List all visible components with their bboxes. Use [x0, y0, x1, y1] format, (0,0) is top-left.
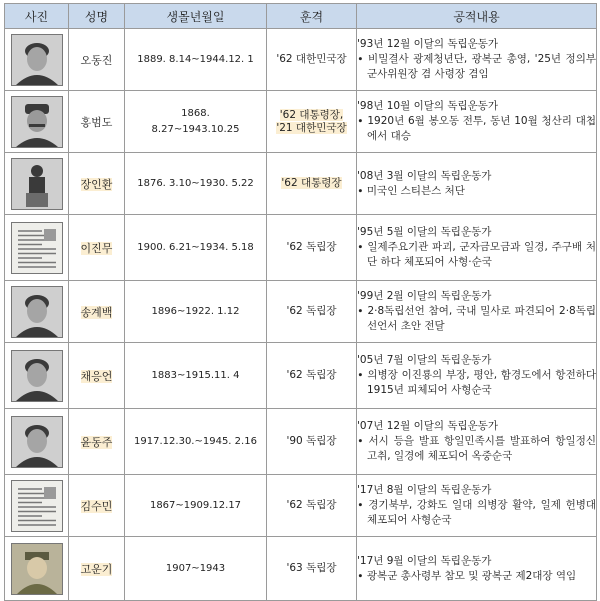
- name-cell: [69, 537, 125, 601]
- activist-name: 홍범도: [80, 115, 113, 129]
- name-cell: [69, 29, 125, 91]
- name-cell: [69, 215, 125, 281]
- photo-cell: [5, 537, 69, 601]
- honor-cell: [267, 215, 357, 281]
- photo-cell: [5, 281, 69, 343]
- honor-cell: [267, 537, 357, 601]
- merit-cell: [357, 215, 597, 281]
- merit-cell: [357, 537, 597, 601]
- merit-title: '08년 3월 이달의 독립운동가: [357, 169, 492, 182]
- merit-title: '17년 9월 이달의 독립운동가: [357, 554, 492, 567]
- honor-text: '62 대통령장: [281, 177, 342, 189]
- name-cell: [69, 91, 125, 153]
- portrait-photo: [11, 158, 63, 210]
- honor-text: '62 대통령장, '21 대한민국장: [276, 108, 347, 134]
- table-header-row: [5, 4, 597, 29]
- honor-text: '63 독립장: [286, 562, 337, 574]
- dates-cell: 1917.12.30.~1945. 2.16: [125, 409, 267, 475]
- merit-cell: [357, 409, 597, 475]
- table-row: [5, 409, 597, 475]
- dates-cell: 1867~1909.12.17: [125, 475, 267, 537]
- dates-cell: 1889. 8.14~1944.12. 1: [125, 29, 267, 91]
- activist-name: 윤동주: [80, 435, 113, 449]
- merit-detail: ∙ 미국인 스티븐스 처단: [357, 184, 465, 197]
- honor-text: '62 독립장: [286, 241, 337, 253]
- table-row: [5, 153, 597, 215]
- honor-cell: [267, 343, 357, 409]
- merit-title: '99년 2월 이달의 독립운동가: [357, 290, 492, 302]
- header-name: 성명: [69, 4, 125, 29]
- merit-detail: ∙ 서시 등을 발표 항일민족시를 발표하여 항일정신 고취, 일경에 체포되어 옥중순국: [357, 435, 596, 462]
- name-cell: [69, 343, 125, 409]
- activist-name: 고운기: [80, 562, 113, 576]
- table-row: [5, 29, 597, 91]
- honor-text: '62 독립장: [286, 499, 337, 511]
- merit-detail: ∙ 의병장 이진룡의 부장, 평안, 함경도에서 항전하다 1915년 피체되어 사형순국: [357, 369, 596, 396]
- honor-text: '62 독립장: [286, 305, 337, 317]
- dates-cell: 1907~1943: [125, 537, 267, 601]
- merit-cell: [357, 91, 597, 153]
- merit-cell: [357, 153, 597, 215]
- table-row: [5, 537, 597, 601]
- dates-cell: 1896~1922. 1.12: [125, 281, 267, 343]
- dates-cell: 1868. 8.27~1943.10.25: [125, 91, 267, 153]
- merit-title: '93년 12월 이달의 독립운동가: [357, 38, 499, 50]
- photo-cell: [5, 409, 69, 475]
- photo-cell: [5, 91, 69, 153]
- portrait-photo: [11, 286, 63, 338]
- document-photo: [11, 480, 63, 532]
- photo-cell: [5, 475, 69, 537]
- dates-cell: 1900. 6.21~1934. 5.18: [125, 215, 267, 281]
- activist-name: 오동진: [80, 53, 113, 67]
- table-row: [5, 475, 597, 537]
- activist-name: 채응언: [80, 369, 113, 383]
- name-cell: [69, 409, 125, 475]
- activist-name: 장인환: [80, 177, 113, 191]
- honor-text: '62 독립장: [286, 369, 337, 381]
- portrait-photo: [11, 543, 63, 595]
- photo-cell: [5, 215, 69, 281]
- honor-cell: [267, 29, 357, 91]
- activist-name: 송계백: [80, 305, 113, 319]
- header-dates: 생몰년월일: [125, 4, 267, 29]
- table-row: [5, 215, 597, 281]
- honor-cell: [267, 91, 357, 153]
- header-merit: 공적내용: [357, 4, 597, 29]
- merit-cell: [357, 343, 597, 409]
- honor-cell: [267, 409, 357, 475]
- photo-cell: [5, 29, 69, 91]
- photo-cell: [5, 153, 69, 215]
- table-row: [5, 91, 597, 153]
- table-row: [5, 343, 597, 409]
- merit-detail: ∙ 경기북부, 강화도 일대 의병장 활약, 일제 헌병대 체포되어 사형순국: [357, 499, 596, 526]
- honor-text: '62 대한민국장: [276, 53, 347, 65]
- merit-detail: ∙ 비밀결사 광제청년단, 광복군 총영, '25년 정의부 군사위원장 겸 사령장 겸임: [357, 53, 596, 80]
- merit-title: '05년 7월 이달의 독립운동가: [357, 354, 492, 366]
- portrait-photo: [11, 350, 63, 402]
- merit-detail: ∙ 광복군 총사령부 참모 및 광복군 제2대장 역임: [357, 569, 577, 582]
- dates-cell: 1883~1915.11. 4: [125, 343, 267, 409]
- activist-name: 이진무: [80, 241, 113, 255]
- merit-title: '95년 5월 이달의 독립운동가: [357, 226, 492, 238]
- merit-detail: ∙ 일제주요기관 파괴, 군자금모금과 일경, 주구배 처단 하다 체포되어 사형·순국: [357, 241, 596, 268]
- activist-name: 김수민: [80, 499, 113, 513]
- honor-text: '90 독립장: [286, 435, 337, 447]
- merit-cell: [357, 29, 597, 91]
- name-cell: [69, 281, 125, 343]
- honor-cell: [267, 281, 357, 343]
- honor-cell: [267, 475, 357, 537]
- merit-cell: [357, 281, 597, 343]
- independence-activists-table: [4, 3, 597, 601]
- dates-cell: 1876. 3.10~1930. 5.22: [125, 153, 267, 215]
- merit-title: '17년 8월 이달의 독립운동가: [357, 484, 492, 496]
- merit-cell: [357, 475, 597, 537]
- portrait-photo: [11, 34, 63, 86]
- merit-title: '07년 12월 이달의 독립운동가: [357, 420, 499, 432]
- honor-cell: [267, 153, 357, 215]
- header-honor: 훈격: [267, 4, 357, 29]
- document-photo: [11, 222, 63, 274]
- name-cell: [69, 153, 125, 215]
- table-row: [5, 281, 597, 343]
- header-photo: 사진: [5, 4, 69, 29]
- merit-detail: ∙ 2·8독립선언 참여, 국내 밀사로 파견되어 2·8독립선언서 초안 전달: [357, 305, 596, 332]
- name-cell: [69, 475, 125, 537]
- merit-title: '98년 10월 이달의 독립운동가: [357, 100, 499, 112]
- portrait-photo: [11, 416, 63, 468]
- portrait-photo: [11, 96, 63, 148]
- merit-detail: ∙ 1920년 6월 봉오동 전투, 동년 10월 청산리 대첩에서 대승: [357, 115, 596, 142]
- photo-cell: [5, 343, 69, 409]
